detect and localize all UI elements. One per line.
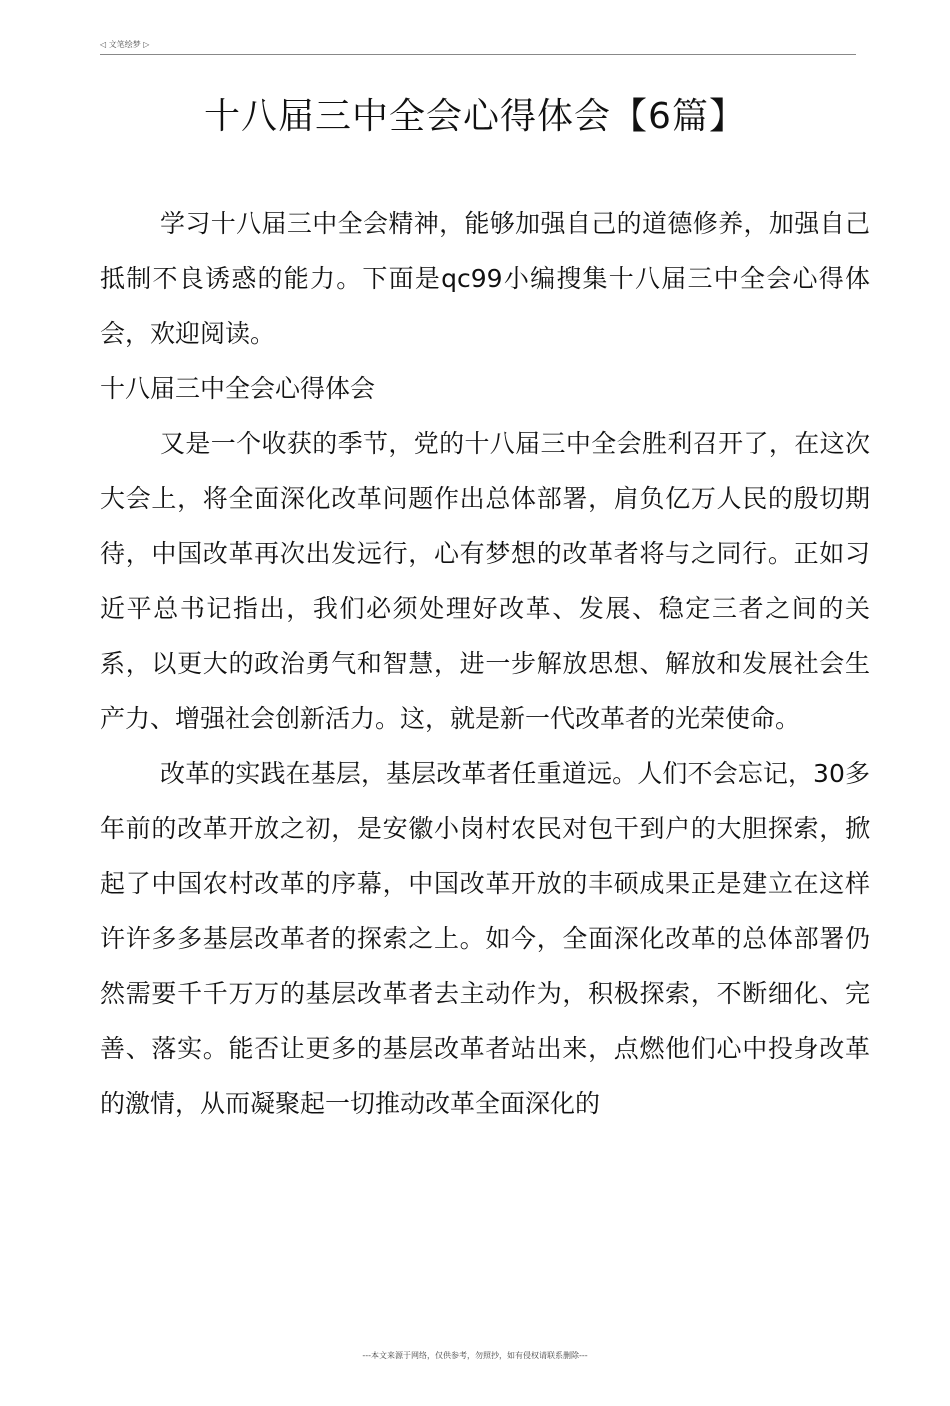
body-paragraph: 又是一个收获的季节，党的十八届三中全会胜利召开了，在这次大会上，将全面深化改革问题作出总体部署，肩负亿万人民的殷切期待，中国改革再次出发远行，心有梦想的改革者将与之同行。正如习近平总书记指出，我们必须处理好改革、发展、稳定三者之间的关系，以更大的政治勇气和智慧，进一步解放思想、解放和发展社会生产力、增强社会创新活力。这，就是新一代改革者的光荣使命。 bbox=[100, 429, 870, 733]
left-triangle-icon: ◁ bbox=[100, 40, 107, 49]
page-header bbox=[100, 38, 856, 55]
document-body bbox=[100, 196, 870, 1131]
right-triangle-icon: ▷ bbox=[143, 40, 150, 49]
section-heading: 十八届三中全会心得体会 bbox=[100, 374, 376, 403]
body-paragraph: 改革的实践在基层，基层改革者任重道远。人们不会忘记，30多年前的改革开放之初，是安徽小岗村农民对包干到户的大胆探索，掀起了中国农村改革的序幕，中国改革开放的丰硕成果正是建立在这样许许多多基层改革者的探索之上。如今，全面深化改革的总体部署仍然需要千千万万的基层改革者去主动作为，积极探索，不断细化、完善、落实。能否让更多的基层改革者站出来，点燃他们心中投身改革的激情，从而凝聚起一切推动改革全面深化的 bbox=[100, 759, 870, 1118]
header-brand: 文笔绘梦 bbox=[108, 40, 141, 49]
intro-paragraph: 学习十八届三中全会精神，能够加强自己的道德修养，加强自己抵制不良诱惑的能力。下面是qc99小编搜集十八届三中全会心得体会，欢迎阅读。 bbox=[100, 209, 870, 348]
page-footer: ---本文来源于网络，仅供参考，勿照抄，如有侵权请联系删除--- bbox=[362, 1351, 588, 1360]
document-title: 十八届三中全会心得体会【6篇】 bbox=[204, 96, 746, 137]
